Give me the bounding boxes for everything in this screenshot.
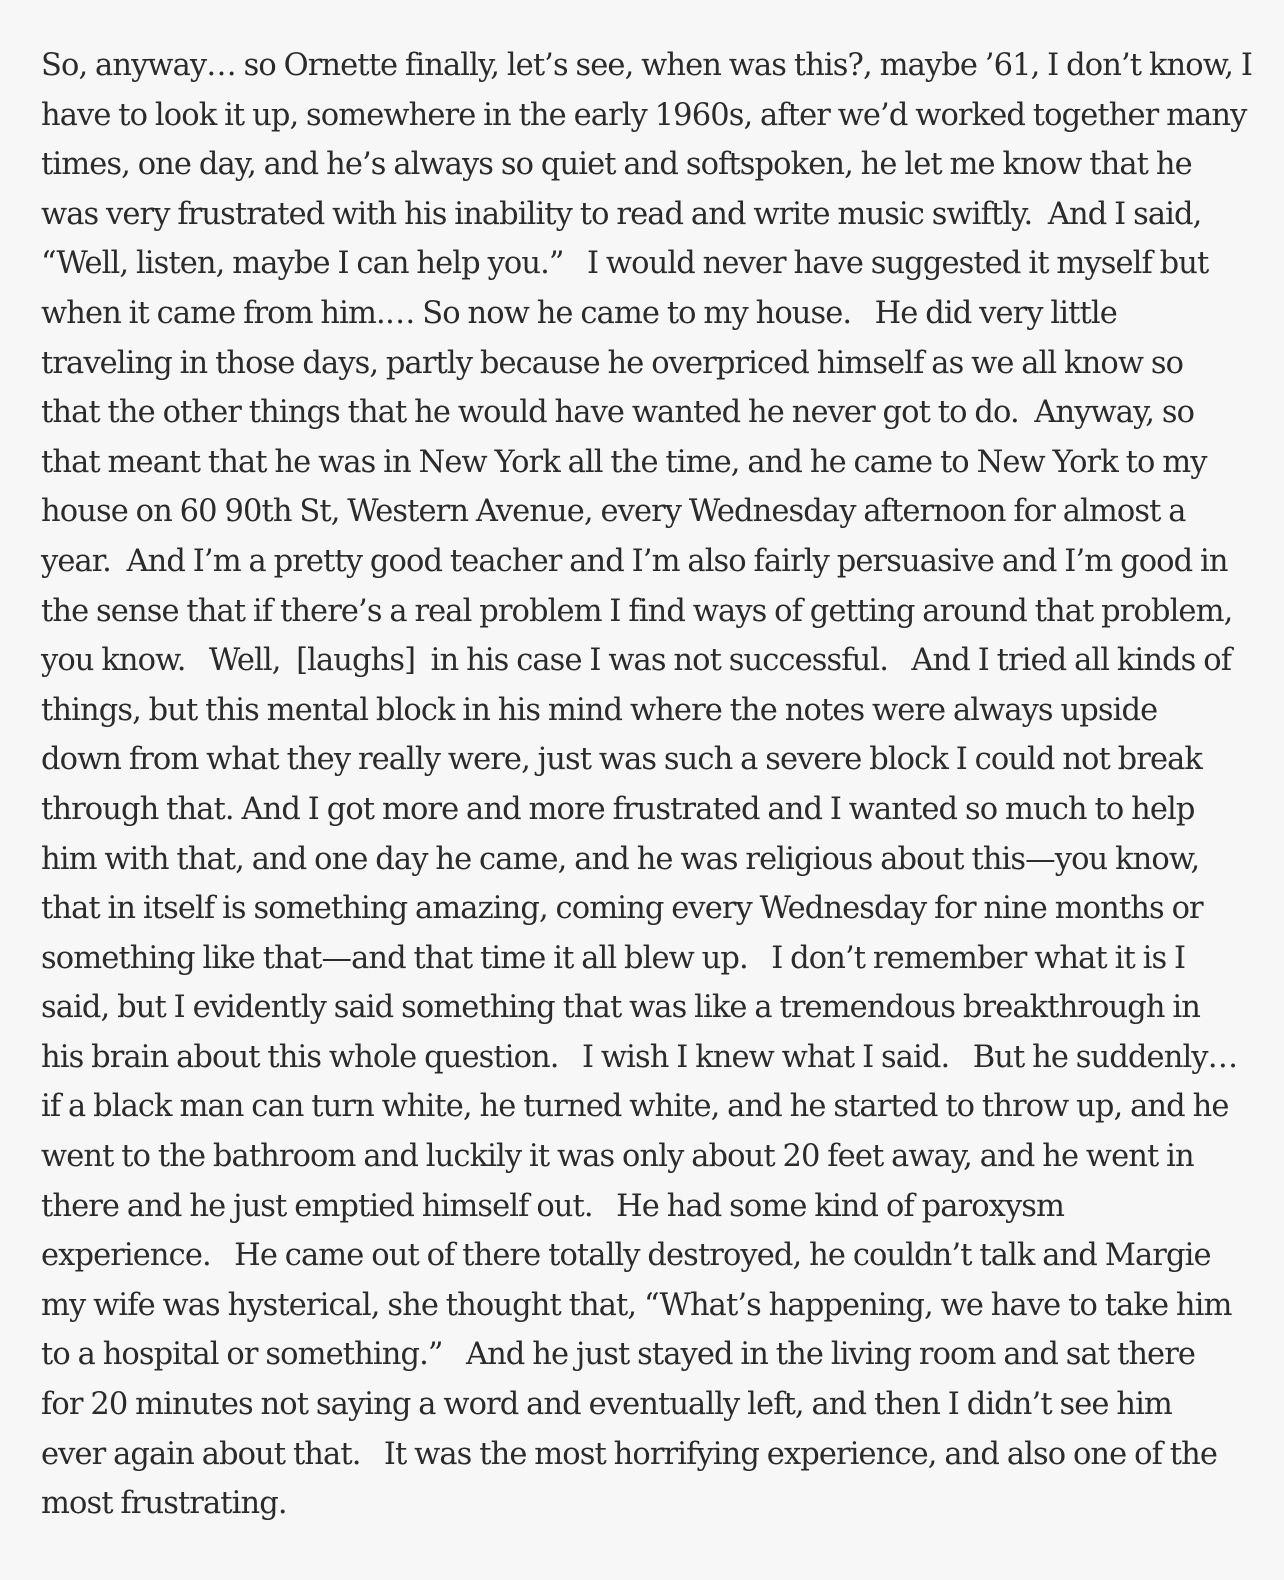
paragraph-line: experience. He came out of there totally destroyed, he couldn’t talk and Margie — [41, 1238, 1211, 1274]
paragraph-line: if a black man can turn white, he turned white, and he started to throw up, and he — [41, 1089, 1229, 1125]
paragraph-line: to a hospital or something.” And he just stayed in the living room and sat there — [41, 1337, 1196, 1373]
paragraph-line: that in itself is something amazing, coming every Wednesday for nine months or — [41, 891, 1203, 927]
paragraph-line: that the other things that he would have wanted he never got to do. Anyway, so — [41, 395, 1195, 431]
paragraph-line: year. And I’m a pretty good teacher and I’m also fairly persuasive and I’m good in — [41, 543, 1228, 579]
paragraph-line: ever again about that. It was the most horrifying experience, and also one of the — [41, 1436, 1218, 1472]
paragraph-line: you know. Well, [laughs] in his case I was not successful. And I tried all kinds of — [41, 643, 1232, 679]
paragraph-line: “Well, listen, maybe I can help you.” I would never have suggested it myself but — [41, 246, 1209, 282]
paragraph-line: through that. And I got more and more frustrated and I wanted so much to help — [41, 791, 1195, 827]
paragraph-line: that meant that he was in New York all the time, and he came to New York to my — [41, 444, 1207, 480]
paragraph-line: my wife was hysterical, she thought that, “What’s happening, we have to take him — [41, 1287, 1232, 1323]
article-paragraph — [41, 41, 1253, 1529]
paragraph-line: went to the bathroom and luckily it was only about 20 feet away, and he went in — [41, 1139, 1194, 1175]
paragraph-line: the sense that if there’s a real problem I find ways of getting around that problem, — [41, 593, 1233, 629]
paragraph-line: things, but this mental block in his mind where the notes were always upside — [41, 692, 1158, 728]
paragraph-line: his brain about this whole question. I wish I knew what I said. But he suddenly… — [41, 1039, 1238, 1075]
paragraph-line: house on 60 90th St, Western Avenue, every Wednesday afternoon for almost a — [41, 494, 1186, 530]
paragraph-line: times, one day, and he’s always so quiet and softspoken, he let me know that he — [41, 147, 1192, 183]
paragraph-line: was very frustrated with his inability to read and write music swiftly. And I said, — [41, 196, 1202, 232]
paragraph-line: something like that—and that time it all blew up. I don’t remember what it is I — [41, 940, 1186, 976]
paragraph-line: have to look it up, somewhere in the early 1960s, after we’d worked together many — [41, 97, 1247, 133]
paragraph-line: for 20 minutes not saying a word and eventually left, and then I didn’t see him — [41, 1387, 1172, 1423]
paragraph-line: So, anyway… so Ornette finally, let’s see, when was this?, maybe ’61, I don’t know, I — [41, 48, 1253, 83]
paragraph-line: him with that, and one day he came, and he was religious about this—you know, — [41, 841, 1200, 877]
paragraph-line: most frustrating. — [41, 1486, 287, 1522]
paragraph-line: down from what they really were, just was such a severe block I could not break — [41, 742, 1202, 778]
paragraph-line: there and he just emptied himself out. He had some kind of paroxysm — [41, 1188, 1065, 1224]
paragraph-line: when it came from him.… So now he came to my house. He did very little — [41, 295, 1117, 331]
paragraph-line: said, but I evidently said something that was like a tremendous breakthrough in — [41, 990, 1201, 1026]
paragraph-line: traveling in those days, partly because he overpriced himself as we all know so — [41, 345, 1184, 381]
article — [41, 41, 1253, 1529]
